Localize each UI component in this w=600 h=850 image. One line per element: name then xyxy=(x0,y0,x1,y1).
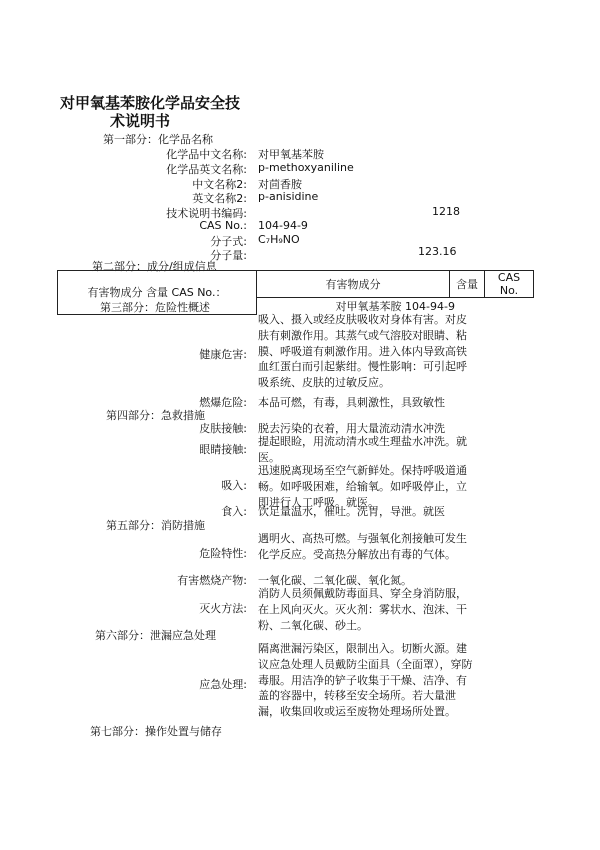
document-title-line2: 术说明书 xyxy=(110,112,171,130)
document-title-line1: 对甲氧基苯胺化学品安全技 xyxy=(60,94,241,112)
composition-col-cas: CAS No. xyxy=(485,271,534,298)
field-value-en-name: p-methoxyaniline xyxy=(258,161,354,174)
section-heading-part1: 第一部分：化学品名称 xyxy=(103,133,213,146)
section-heading-part4: 第四部分：急救措施 xyxy=(106,409,205,422)
label-eye-contact: 眼睛接触: xyxy=(199,443,247,456)
composition-col-content: 含量 xyxy=(450,271,485,298)
label-emergency-response: 应急处理: xyxy=(199,678,247,691)
label-extinguish-method: 灭火方法: xyxy=(199,602,247,615)
field-value-formula: C₇H₉NO xyxy=(258,233,300,246)
field-value-cas: 104-94-9 xyxy=(258,219,308,232)
field-label-en-name: 化学品英文名称: xyxy=(166,163,247,176)
section-heading-part5: 第五部分：消防措施 xyxy=(106,519,205,532)
label-ingestion: 食入: xyxy=(221,505,247,518)
field-label-formula: 分子式: xyxy=(210,235,247,248)
section-heading-part7: 第七部分：操作处置与储存 xyxy=(90,725,222,738)
section-heading-part6: 第六部分：泄漏应急处理 xyxy=(95,629,216,642)
text-hazard-property: 遇明火、高热可燃。与强氧化剂接触可发生化学反应。受高热分解放出有毒的气体。 xyxy=(258,532,467,561)
composition-row: 对甲氧基苯胺 104-94-9 xyxy=(257,298,534,315)
text-extinguish-method: 消防人员须佩戴防毒面具、穿全身消防服，在上风向灭火。灭火剂：雾状水、泡沫、干粉、二氧化碳、砂土。 xyxy=(258,587,467,632)
composition-col-header: 有害物成分 xyxy=(257,271,450,298)
label-skin-contact: 皮肤接触: xyxy=(199,422,247,435)
field-label-en-name2: 英文名称2: xyxy=(192,192,247,205)
label-health-hazard: 健康危害: xyxy=(199,348,247,361)
field-label-cn-name2: 中文名称2: xyxy=(192,178,247,191)
label-combustion-products: 有害燃烧产物: xyxy=(177,574,247,587)
text-emergency-response: 隔离泄漏污染区，限制出入。切断火源。建议应急处理人员戴防尘面具（全面罩），穿防毒服。用洁净的铲子收集于干燥、洁净、有盖的容器中，转移至安全场所。若大量泄漏，收集回收或运至废物处理场所处置。 xyxy=(258,642,473,719)
composition-left-header: 有害物成分 含量 CAS No.： xyxy=(58,271,257,315)
text-eye-contact: 提起眼睑，用流动清水或生理盐水冲洗。就医。 xyxy=(258,435,467,464)
field-value-cn-name: 对甲氧基苯胺 xyxy=(258,148,324,161)
field-value-mw: 123.16 xyxy=(418,245,457,258)
field-value-en-name2: p-anisidine xyxy=(258,190,319,203)
field-label-cas: CAS No.: xyxy=(199,219,247,232)
label-fire-hazard: 燃爆危险: xyxy=(199,396,247,409)
field-label-mw: 分子量: xyxy=(210,249,247,262)
text-inhalation: 迅速脱离现场至空气新鲜处。保持呼吸道通畅。如呼吸困难，给输氧。如呼吸停止，立即进行人工呼吸。就医。 xyxy=(258,464,467,509)
text-ingestion: 饮足量温水，催吐。洗胃，导泄。就医 xyxy=(258,505,445,518)
section-heading-part2: 第二部分：成分/组成信息 xyxy=(92,260,217,273)
field-label-cn-name: 化学品中文名称: xyxy=(166,148,247,161)
label-hazard-property: 危险特性: xyxy=(199,547,247,560)
text-skin-contact: 脱去污染的衣着，用大量流动清水冲洗 xyxy=(258,422,445,435)
section-heading-part3: 第三部分：危险性概述 xyxy=(100,301,210,314)
field-value-cn-name2: 对茴香胺 xyxy=(258,178,302,191)
field-value-spec-code: 1218 xyxy=(432,205,460,218)
text-health-hazard: 吸入、摄入或经皮肤吸收对身体有害。对皮肤有刺激作用。其蒸气或气溶胶对眼睛、粘膜、呼吸道有刺激作用。进入体内导致高铁血红蛋白而引起紫绀。慢性影响：可引起呼吸系统、皮肤的过敏反应。 xyxy=(258,313,467,390)
label-inhalation: 吸入: xyxy=(221,479,247,492)
field-label-spec-code: 技术说明书编码: xyxy=(166,207,247,220)
text-combustion-products: 一氧化碳、二氧化碳、氧化氮。 xyxy=(258,574,412,587)
text-fire-hazard: 本品可燃，有毒，具刺激性，具致敏性 xyxy=(258,396,445,409)
